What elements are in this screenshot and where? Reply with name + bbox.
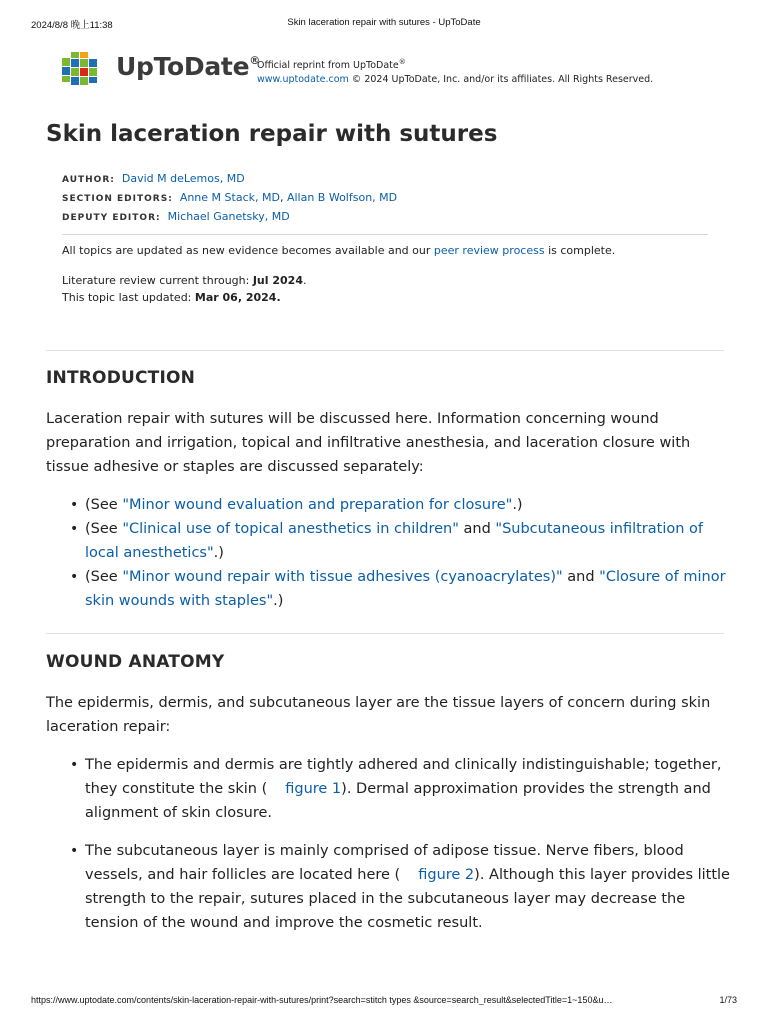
copyright-line bbox=[257, 73, 653, 87]
introduction-list bbox=[46, 493, 730, 613]
deputy-editor-label: DEPUTY EDITOR: bbox=[62, 213, 161, 223]
introduction-heading: INTRODUCTION bbox=[46, 368, 196, 388]
print-url: https://www.uptodate.com/contents/skin-laceration-repair-with-sutures/print?search=stitch types &source=search_result&selectedTitle=1~150&u… bbox=[31, 995, 613, 1005]
print-date: 2024/8/8 晚上11:38 bbox=[31, 20, 113, 31]
review-text: All topics are updated as new evidence becomes available and our bbox=[62, 244, 434, 257]
figure-link[interactable]: figure 1 bbox=[285, 781, 342, 797]
introduction-paragraph: Laceration repair with sutures will be discussed here. Information concerning wound preparation and irrigation, topical and infiltrative anesthesia, and laceration closure with tissue adhesive or staples are discussed separately: bbox=[46, 411, 691, 475]
print-footer bbox=[31, 995, 737, 1009]
list-item-text: (See bbox=[85, 497, 123, 513]
section-divider bbox=[46, 633, 724, 634]
brand-name bbox=[116, 52, 260, 81]
wound-anatomy-heading: WOUND ANATOMY bbox=[46, 652, 225, 672]
deputy-editor-link[interactable]: Michael Ganetsky, MD bbox=[167, 210, 290, 223]
topic-link[interactable]: "Minor wound evaluation and preparation for closure" bbox=[122, 497, 513, 513]
list-item-text: The subcutaneous layer is mainly comprised of adipose tissue. Nerve fibers, blood vessels, and hair follicles are located here ( bbox=[85, 843, 684, 883]
page-number: 1/73 bbox=[719, 995, 737, 1005]
last-updated-date: Mar 06, 2024. bbox=[194, 291, 281, 304]
uptodate-logo-icon bbox=[60, 50, 102, 90]
review-notice bbox=[62, 242, 615, 259]
list-item bbox=[46, 753, 730, 825]
review-info bbox=[62, 242, 615, 306]
reprint-notice bbox=[257, 55, 653, 87]
last-updated-label: This topic last updated: bbox=[62, 291, 195, 304]
reprint-line bbox=[257, 55, 653, 73]
list-item-text: .) bbox=[213, 545, 224, 561]
topic-link[interactable]: "Closure of minor skin wounds with staples" bbox=[85, 569, 726, 609]
list-item-text: (See bbox=[85, 569, 123, 585]
list-item-text: and bbox=[458, 521, 496, 537]
article-credits bbox=[62, 170, 397, 227]
reprint-mark: ® bbox=[398, 58, 406, 66]
list-item-text: and bbox=[562, 569, 600, 585]
list-item-text: ). Dermal approximation provides the strength and alignment of skin closure. bbox=[85, 781, 711, 821]
brand-name-text: UpToDate bbox=[116, 52, 250, 81]
author-label: AUTHOR: bbox=[62, 175, 115, 185]
section-divider bbox=[46, 350, 724, 351]
section-editor-link[interactable]: Anne M Stack, MD bbox=[179, 191, 280, 204]
literature-review-line bbox=[62, 272, 615, 289]
divider bbox=[62, 234, 708, 235]
deputy-editor-row bbox=[62, 208, 397, 227]
registered-mark: ® bbox=[249, 54, 260, 67]
list-item-text: .) bbox=[273, 593, 284, 609]
list-item bbox=[46, 517, 730, 565]
lit-review-date: Jul 2024 bbox=[252, 274, 303, 287]
lit-review-end: . bbox=[302, 274, 307, 287]
print-document-title: Skin laceration repair with sutures - UpToDate bbox=[287, 17, 481, 28]
list-item-text: (See bbox=[85, 521, 123, 537]
section-editors-label: SECTION EDITORS: bbox=[62, 194, 173, 204]
peer-review-link[interactable]: peer review process bbox=[433, 244, 545, 257]
topic-link[interactable]: "Clinical use of topical anesthetics in children" bbox=[122, 521, 459, 537]
author-link[interactable]: David M deLemos, MD bbox=[121, 172, 245, 185]
last-updated-line bbox=[62, 289, 615, 306]
print-header bbox=[31, 17, 737, 31]
section-editors-row: SECTION EDITORS: Anne M Stack, MD, Allan B Wolfson, MD bbox=[62, 191, 398, 204]
copyright-text: © 2024 UpToDate, Inc. and/or its affiliates. All Rights Reserved. bbox=[348, 74, 654, 86]
wound-anatomy-paragraph: The epidermis, dermis, and subcutaneous layer are the tissue layers of concern during skin laceration repair: bbox=[46, 695, 711, 735]
list-item-text: ). Although this layer provides little strength to the repair, sutures placed in the subcutaneous layer may decrease the tension of the wound and improve the cosmetic result. bbox=[85, 867, 730, 931]
list-item-text: The epidermis and dermis are tightly adhered and clinically indistinguishable; together, they constitute the skin ( bbox=[85, 757, 722, 797]
list-item bbox=[46, 493, 730, 517]
author-row bbox=[62, 170, 397, 189]
list-item bbox=[46, 839, 730, 935]
topic-link[interactable]: "Subcutaneous infiltration of local anesthetics" bbox=[85, 521, 704, 561]
reprint-text: Official reprint from UpToDate bbox=[257, 60, 399, 72]
list-item bbox=[46, 565, 730, 613]
lit-review-label: Literature review current through: bbox=[62, 274, 253, 287]
figure-link[interactable]: figure 2 bbox=[418, 867, 475, 883]
list-item-text: .) bbox=[512, 497, 523, 513]
site-link[interactable]: www.uptodate.com bbox=[257, 74, 349, 86]
topic-link[interactable]: "Minor wound repair with tissue adhesives (cyanoacrylates)" bbox=[122, 569, 563, 585]
page-title: Skin laceration repair with sutures bbox=[46, 121, 498, 147]
review-text-end: is complete. bbox=[544, 244, 616, 257]
wound-anatomy-list bbox=[46, 753, 730, 949]
section-editor-link[interactable]: Allan B Wolfson, MD bbox=[286, 191, 398, 204]
